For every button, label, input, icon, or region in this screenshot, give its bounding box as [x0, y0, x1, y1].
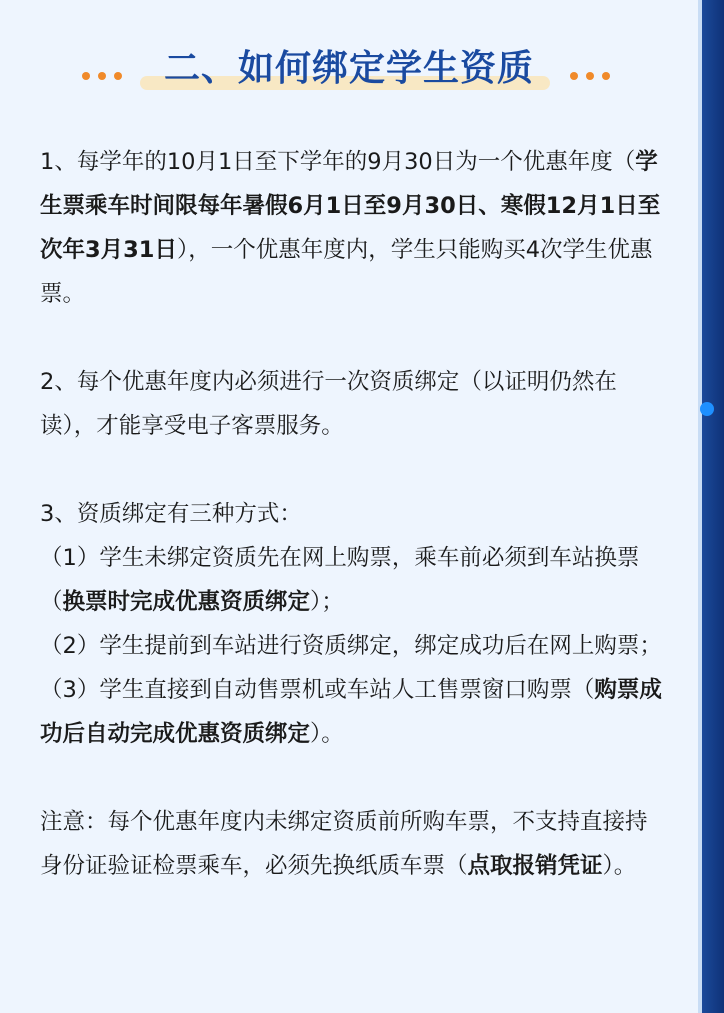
section-title: 二、如何绑定学生资质 [163, 48, 534, 89]
paragraph-1-text-c: ），一个优惠年度内，学生只能购买4次学生优惠票。 [40, 237, 653, 307]
note-link-bold: 点取报销凭证 [467, 853, 603, 879]
paragraph-2: 2、每个优惠年度内必须进行一次资质绑定（以证明仍然在读），才能享受电子客票服务。 [40, 369, 617, 439]
section-header [0, 36, 698, 96]
method-3-text-c: ）。 [310, 721, 344, 747]
method-1 [40, 536, 665, 624]
note-paragraph [40, 800, 665, 888]
paragraph-1-text-a: 1、每学年的10月1日至下学年的9月30日为一个优惠年度（ [40, 149, 636, 175]
method-3-text-a: （3）学生直接到自动售票机或车站人工售票窗口购票（ [40, 677, 595, 703]
method-1-text-c: ）； [310, 589, 344, 615]
paragraph-1-bold: 学生票乘车时间限每年暑假6月1日至9月30日、寒假12月1日至次年3月31日 [40, 149, 661, 263]
note-text-c: ）。 [602, 853, 637, 879]
paragraph-3-heading: 3、资质绑定有三种方式： [40, 501, 302, 527]
side-bar [702, 0, 724, 1013]
method-1-bold: 换票时完成优惠资质绑定 [62, 589, 311, 615]
method-1-text-a: （1）学生未绑定资质先在网上购票，乘车前必须到车站换票（ [40, 545, 640, 615]
note-text-a: 注意：每个优惠年度内未绑定资质前所购车票，不支持直接持身份证验证检票乘车，必须先换纸质车票（ [40, 809, 648, 879]
dots-right-decoration [570, 72, 610, 80]
method-3 [40, 668, 665, 756]
paragraph-1 [40, 140, 665, 316]
method-3-bold: 购票成功后自动完成优惠资质绑定 [40, 677, 662, 747]
side-dot-decoration [700, 402, 714, 416]
method-2: （2）学生提前到车站进行资质绑定，绑定成功后在网上购票； [40, 633, 662, 659]
main-content [40, 140, 665, 888]
